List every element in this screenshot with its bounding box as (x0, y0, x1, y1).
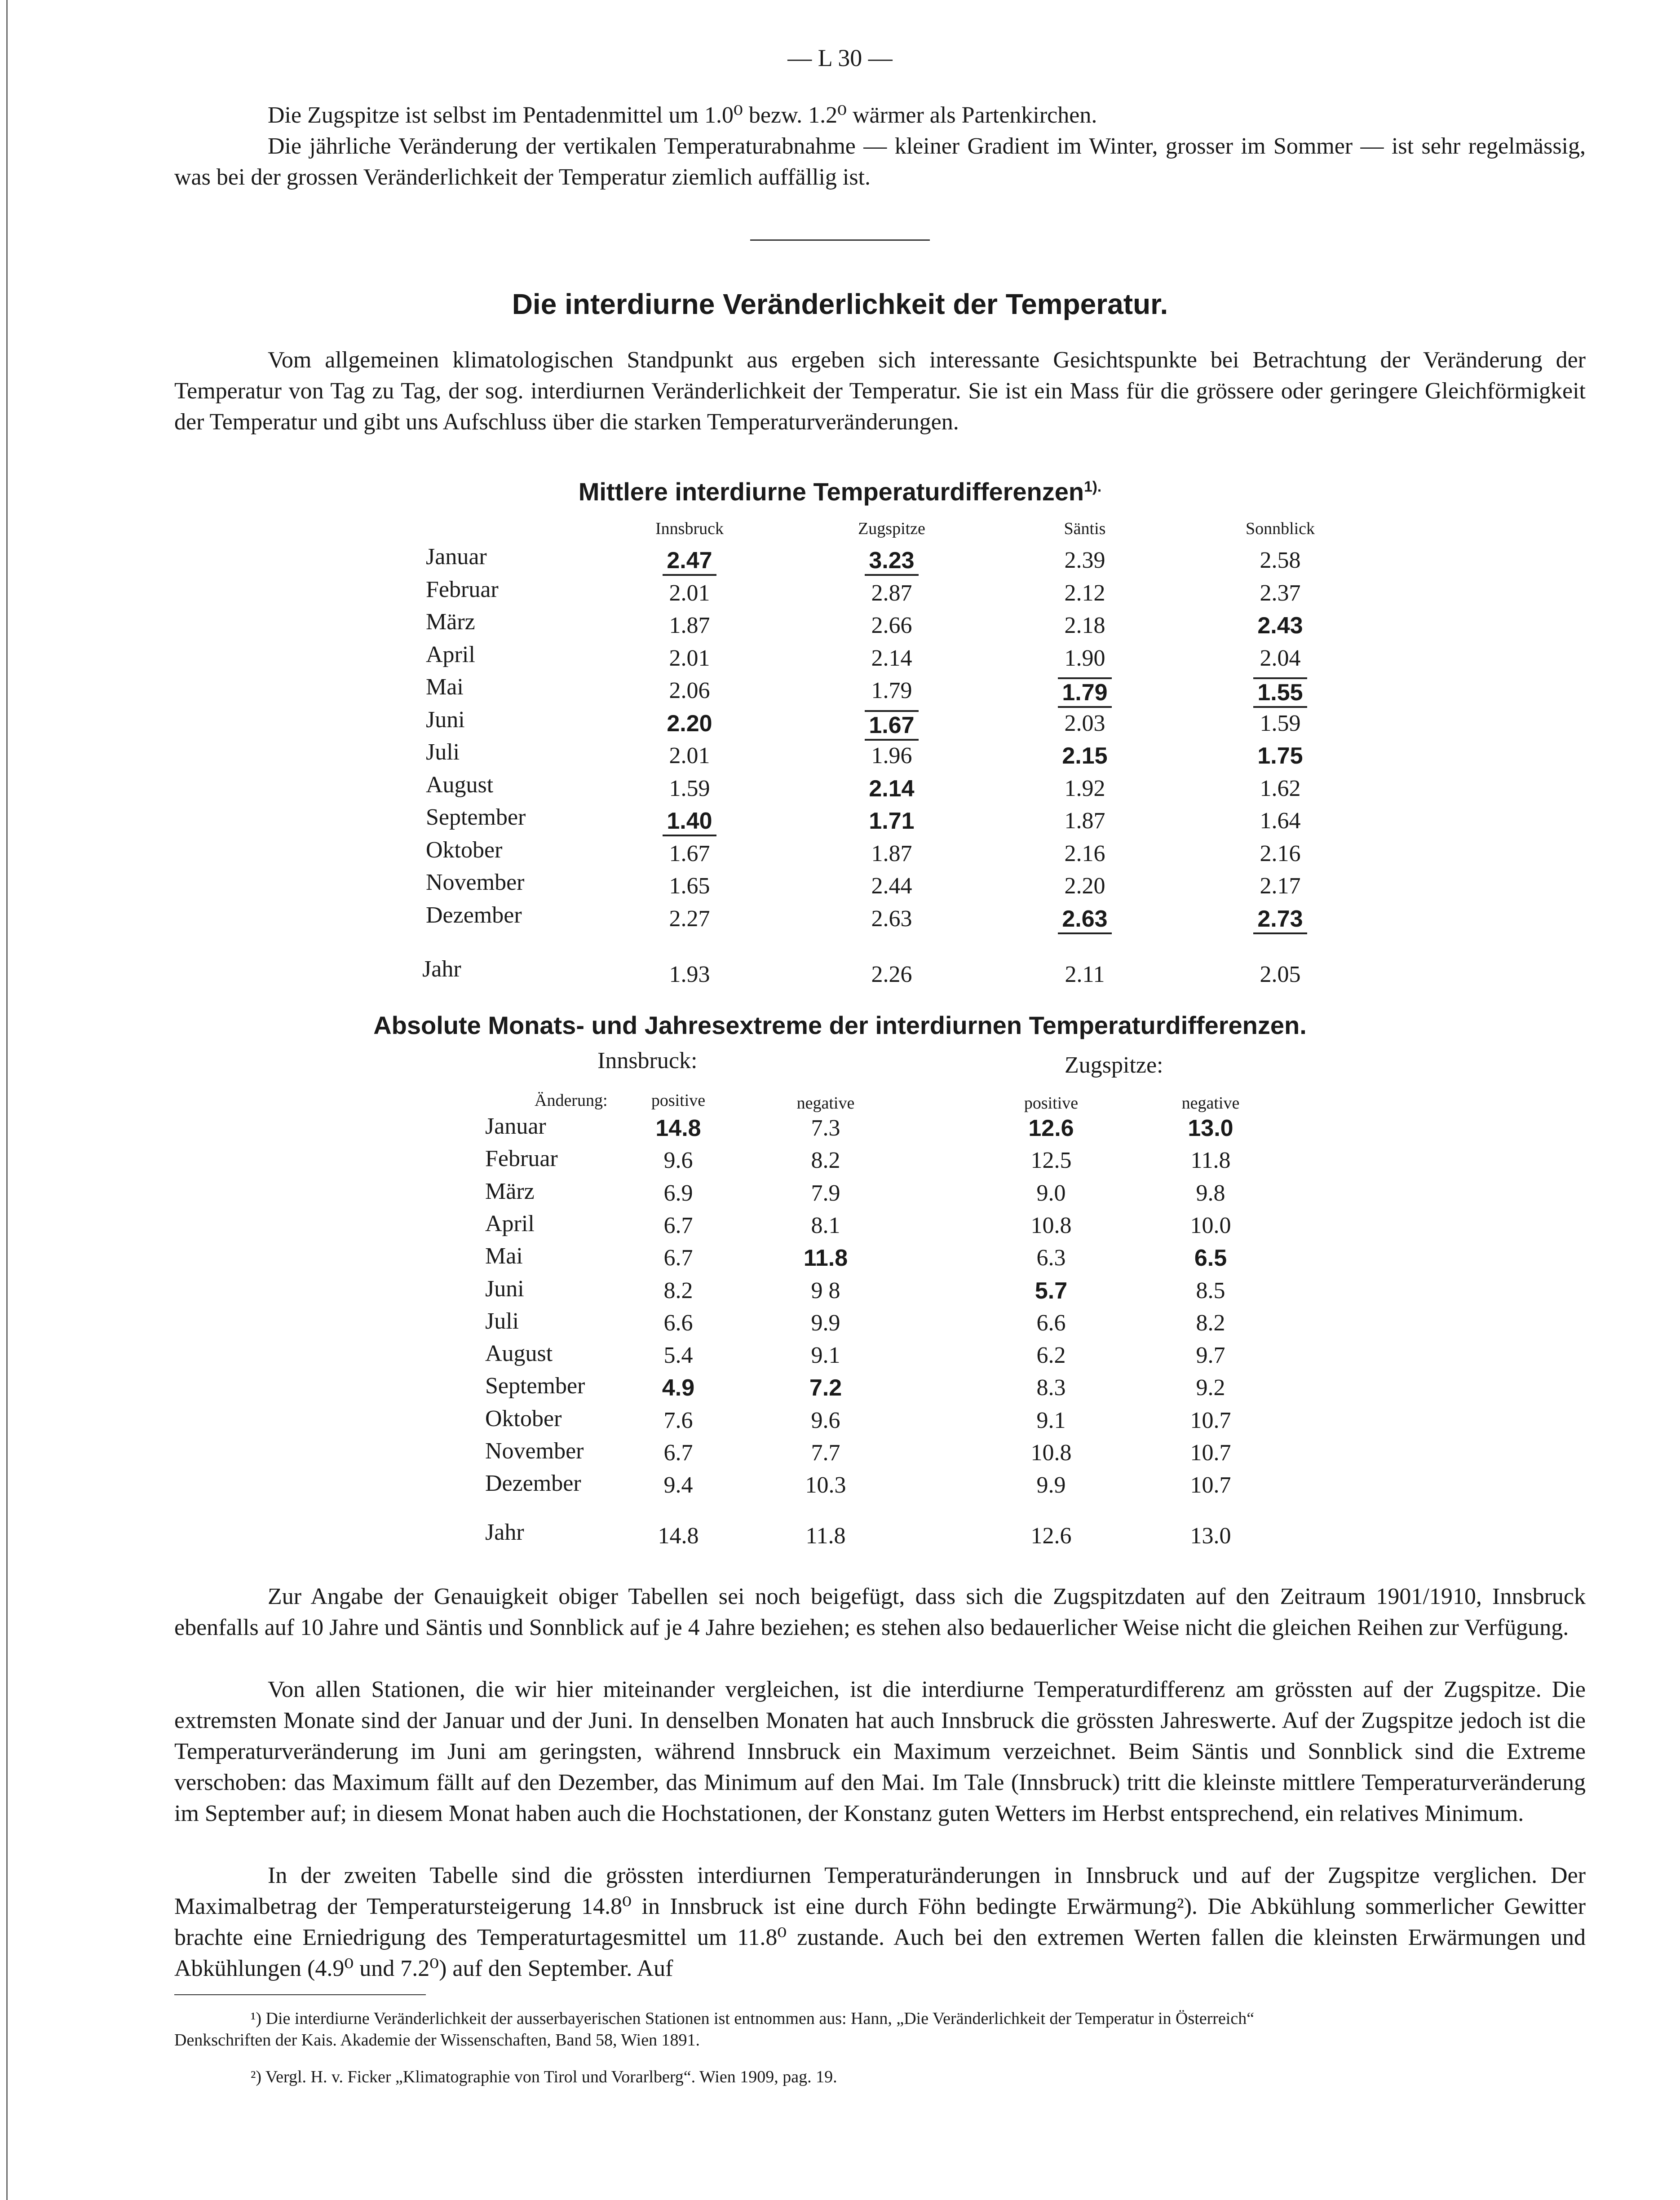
table2-cell: 13.0 (1188, 1115, 1233, 1141)
table1-row-label: Januar (426, 544, 487, 570)
table2-row-label: Juli (485, 1308, 519, 1334)
table1-cell: 1.90 (1064, 645, 1105, 671)
table1-row-label: November (426, 870, 525, 895)
table2-cell: 7.2 (809, 1375, 842, 1401)
table1-cell: 2.16 (1064, 840, 1105, 866)
table1-year-cell: 2.05 (1260, 962, 1301, 987)
intro-line-1: Die Zugspitze ist selbst im Pentadenmittel um 1.0⁰ bezw. 1.2⁰ wärmer als Partenkirchen. (268, 102, 1097, 128)
table1-cell: 2.01 (669, 645, 710, 671)
table2-cell: 6.7 (663, 1245, 693, 1271)
table2-row-label: November (485, 1438, 584, 1464)
table2-year-cell: 11.8 (805, 1523, 846, 1549)
table1-row-label: Juni (426, 707, 465, 733)
table2-year-label: Jahr (485, 1520, 524, 1545)
table1-title (0, 477, 1680, 506)
intro-paragraph: Die jährliche Veränderung der vertikalen Temperaturabnahme — kleiner Gradient im Winter, grosser im Sommer — ist sehr regelmässig, was bei der grossen Veränderlichkeit der Temperatur ziemlich auffällig ist. (174, 133, 1586, 190)
table2-cell: 8.2 (663, 1277, 693, 1303)
table1-cell: 2.66 (871, 613, 912, 638)
table1-cell: 2.87 (871, 580, 912, 606)
table2-inn-positive: positive (651, 1091, 706, 1110)
table2-cell: 9.7 (1196, 1343, 1225, 1369)
table1-cell: 2.63 (871, 906, 912, 932)
table1-row-label: April (426, 641, 475, 667)
table2-row-label: Januar (485, 1113, 546, 1139)
table1-row-label: Dezember (426, 902, 522, 928)
table1-cell: 1.79 (1058, 677, 1112, 708)
table2-cell: 7.3 (811, 1115, 840, 1141)
table1-cell: 2.27 (669, 906, 710, 932)
table2-year-cell: 12.6 (1030, 1523, 1072, 1549)
table2-year-cell: 14.8 (658, 1523, 699, 1549)
table1-cell: 2.01 (669, 743, 710, 769)
table2-cell: 4.9 (662, 1375, 695, 1401)
table2-row-label: Juni (485, 1276, 524, 1302)
table1-cell: 1.64 (1260, 808, 1301, 834)
table1-cell: 2.47 (663, 547, 716, 576)
table1-title-text: Mittlere interdiurne Temperaturdifferenzen (578, 477, 1084, 506)
table1-cell: 2.12 (1064, 580, 1105, 606)
table2-cell: 9.9 (1036, 1472, 1066, 1498)
table1-cell: 1.75 (1257, 743, 1303, 769)
table1-cell: 2.16 (1260, 840, 1301, 866)
table1-cell: 1.67 (865, 710, 919, 741)
table2-cell: 10.3 (805, 1472, 846, 1498)
table1-year-label: Jahr (422, 956, 461, 982)
table1-cell: 1.87 (871, 840, 912, 866)
table1-col-header: Zugspitze (858, 519, 925, 538)
table2-cell: 10.8 (1030, 1212, 1072, 1238)
table1-row-label: März (426, 609, 475, 635)
section-title: Die interdiurne Veränderlichkeit der Temperatur. (512, 288, 1168, 320)
table2-cell: 6.6 (1036, 1310, 1066, 1336)
table2-cell: 7.7 (811, 1440, 840, 1466)
section-intro-paragraph: Vom allgemeinen klimatologischen Standpunkt aus ergeben sich interessante Gesichtspunkte bei Betrachtung der Veränderung der Temperatur von Tag zu Tag, der sog. interdiurnen Veränderlichkeit der Temperatur. Sie ist ein Mass für die grössere oder geringere Gleichförmigkeit der Temperatur und gibt uns Aufschluss über die starken Temperaturveränderungen. (174, 347, 1586, 435)
table1-col-header: Säntis (1064, 519, 1106, 538)
table1-cell: 2.39 (1064, 548, 1105, 573)
table2-cell: 14.8 (655, 1115, 701, 1141)
table1-col-header: Innsbruck (655, 519, 724, 538)
body-paragraph-3: In der zweiten Tabelle sind die grössten interdiurnen Temperaturänderungen in Innsbruck und auf der Zugspitze verglichen. Der Maximalbetrag der Temperatursteigerung 14.8⁰ in Innsbruck ist eine durch Föhn bedingte Erwärmung²). Die Abkühlung sommerlicher Gewitter brachte eine Erniedrigung des Temperaturtagesmittel um 11.8⁰ zustande. Auch bei den extremen Werten fallen die kleinsten Erwärmungen und Abkühlungen (4.9⁰ und 7.2⁰) auf den September. Auf (174, 1863, 1586, 1981)
table2-cell: 9.6 (811, 1407, 840, 1433)
table1-cell: 1.59 (669, 775, 710, 801)
table1-col-header: Sonnblick (1245, 519, 1315, 538)
table2-row-label: April (485, 1210, 535, 1237)
table1-cell: 2.18 (1064, 613, 1105, 638)
table2-cell: 9.9 (811, 1310, 840, 1336)
table1-year-cell: 1.93 (669, 962, 710, 987)
table2-inn-negative: negative (796, 1094, 855, 1113)
table2-zug-positive: positive (1024, 1094, 1079, 1113)
table1-cell: 2.01 (669, 580, 710, 606)
table2-row-label: März (485, 1178, 535, 1204)
table1-row-label: August (426, 772, 494, 798)
table1-row-label: Februar (426, 576, 499, 602)
table1-cell: 2.14 (871, 645, 912, 671)
table2-group-innsbruck: Innsbruck: (597, 1048, 698, 1073)
table1-cell: 2.17 (1260, 873, 1301, 899)
table2-cell: 8.2 (1196, 1310, 1225, 1336)
section-divider (750, 239, 930, 241)
table1-cell: 2.20 (1064, 873, 1105, 899)
table1-title-footnote: 1). (1084, 478, 1102, 495)
table2-cell: 5.4 (663, 1343, 693, 1369)
table2-cell: 8.5 (1196, 1277, 1225, 1303)
table1-cell: 2.14 (869, 775, 915, 802)
table2-cell: 8.3 (1036, 1375, 1066, 1401)
table2-cell: 9.2 (1196, 1375, 1225, 1401)
table2-cell: 9.4 (663, 1472, 693, 1498)
table1-cell: 2.06 (669, 678, 710, 703)
table2-cell: 9.1 (1036, 1407, 1066, 1433)
table1-cell: 1.65 (669, 873, 710, 899)
table2-cell: 6.2 (1036, 1343, 1066, 1369)
table1-cell: 2.04 (1260, 645, 1301, 671)
table1-cell: 1.96 (871, 743, 912, 769)
table2-cell: 8.1 (811, 1212, 840, 1238)
table1-cell: 1.71 (869, 808, 915, 834)
table2-cell: 9 8 (811, 1277, 840, 1303)
table2-group-zugspitze: Zugspitze: (1065, 1052, 1163, 1078)
table2-row-label: Oktober (485, 1405, 562, 1431)
table2-cell: 12.6 (1028, 1115, 1074, 1141)
body-paragraph-2: Von allen Stationen, die wir hier miteinander vergleichen, ist die interdiurne Temperaturdifferenz am grössten auf der Zugspitze. Die extremsten Monate sind der Januar und der Juni. In denselben Monaten hat auch Innsbruck die grössten Jahreswerte. Auf der Zugspitze jedoch ist die Temperaturveränderung im Juni am geringsten, während Innsbruck ein Maximum verzeichnet. Beim Säntis und Sonnblick sind die Extreme verschoben: das Maximum fällt auf den Dezember, das Minimum auf den Mai. Im Tale (Innsbruck) tritt die kleinste mittlere Temperaturveränderung im September auf; in diesem Monat haben auch die Hochstationen, der Konstanz guten Wetters im Herbst entsprechend, ein relatives Minimum. (174, 1677, 1586, 1826)
table2-cell: 9.0 (1036, 1180, 1066, 1206)
table2-cell: 8.2 (811, 1148, 840, 1174)
table1-row-label: Oktober (426, 837, 503, 863)
table1-cell: 1.59 (1260, 710, 1301, 736)
table1-row-label: September (426, 804, 526, 830)
footnote-1 (174, 2008, 1586, 2029)
table2-cell: 6.5 (1194, 1245, 1227, 1272)
table2-cell: 6.6 (663, 1310, 693, 1336)
table1-cell: 1.67 (669, 840, 710, 866)
table1-cell: 2.58 (1260, 548, 1301, 573)
table1-cell: 1.79 (871, 678, 912, 703)
table2-cell: 11.8 (1190, 1148, 1231, 1174)
table1-cell: 2.63 (1058, 906, 1112, 934)
table2-row-label: August (485, 1341, 553, 1367)
table2-row-label: Februar (485, 1146, 558, 1172)
table2-cell: 7.6 (663, 1407, 693, 1433)
table1-cell: 1.62 (1260, 775, 1301, 801)
table1-cell: 1.55 (1253, 677, 1307, 708)
table2-title: Absolute Monats- und Jahresextreme der interdiurnen Temperaturdifferenzen. (373, 1011, 1307, 1039)
table1-cell: 1.87 (669, 613, 710, 638)
table2-cell: 10.8 (1030, 1440, 1072, 1466)
table2-cell: 10.7 (1190, 1440, 1231, 1466)
table2-zug-negative: negative (1181, 1094, 1240, 1113)
table1-year-cell: 2.11 (1065, 962, 1105, 987)
footnote-divider (174, 1994, 426, 1995)
scan-edge (6, 0, 8, 2200)
table2-row-label: September (485, 1373, 585, 1399)
table2-cell: 7.9 (811, 1180, 840, 1206)
table2-change-label: Änderung: (535, 1091, 608, 1110)
body-paragraph-1: Zur Angabe der Genauigkeit obiger Tabellen sei noch beigefügt, dass sich die Zugspitzdaten auf den Zeitraum 1901/1910, Innsbruck ebenfalls auf 10 Jahre und Säntis und Sonnblick auf je 4 Jahre beziehen; es stehen also bedauerlicher Weise nicht die gleichen Reihen zur Verfügung. (174, 1584, 1586, 1640)
table1-cell: 2.20 (667, 710, 712, 737)
table1-cell: 2.37 (1260, 580, 1301, 606)
table1-cell: 2.73 (1253, 906, 1307, 934)
table1-cell: 2.03 (1064, 710, 1105, 736)
table1-cell: 1.92 (1064, 775, 1105, 801)
footnote-1-line-2: Denkschriften der Kais. Akademie der Wissenschaften, Band 58, Wien 1891. (174, 2031, 700, 2050)
table2-cell: 12.5 (1030, 1148, 1072, 1174)
table2-row-label: Mai (485, 1243, 523, 1269)
table2-cell: 11.8 (803, 1245, 848, 1272)
table1-cell: 3.23 (865, 547, 919, 576)
table1-cell: 1.87 (1064, 808, 1105, 834)
table2-cell: 10.0 (1190, 1212, 1231, 1238)
table2-cell: 6.3 (1036, 1245, 1066, 1271)
table1-year-cell: 2.26 (871, 962, 912, 987)
table2-cell: 10.7 (1190, 1472, 1231, 1498)
table1-cell: 2.44 (871, 873, 912, 899)
footnote-2-text: Vergl. H. v. Ficker „Klimatographie von Tirol und Vorarlberg“. Wien 1909, pag. 19. (265, 2067, 837, 2086)
table2-cell: 6.7 (663, 1440, 693, 1466)
table1-cell: 2.15 (1062, 743, 1108, 769)
table2-cell: 9.6 (663, 1148, 693, 1174)
table2-cell: 6.7 (663, 1212, 693, 1238)
table1-row-label: Juli (426, 739, 460, 765)
table2-cell: 9.8 (1196, 1180, 1225, 1206)
table2-cell: 5.7 (1035, 1277, 1068, 1304)
table2-row-label: Dezember (485, 1471, 581, 1497)
table1-cell: 2.43 (1257, 613, 1303, 639)
table2-cell: 10.7 (1190, 1407, 1231, 1433)
page-number: — L 30 — (787, 44, 893, 71)
table1-cell: 1.40 (663, 808, 716, 836)
footnote-1-line-1: Die interdiurne Veränderlichkeit der ausserbayerischen Stationen ist entnommen aus: Hann, „Die Veränderlichkeit der Temperatur in Österreich“ (265, 2009, 1255, 2028)
table2-year-cell: 13.0 (1190, 1523, 1231, 1549)
footnote-2 (174, 2066, 1586, 2088)
footnote-1-mark: ¹) (251, 2009, 262, 2028)
table2-cell: 6.9 (663, 1180, 693, 1206)
table2-cell: 9.1 (811, 1343, 840, 1369)
footnote-2-mark: ²) (251, 2067, 262, 2086)
table1-row-label: Mai (426, 674, 464, 700)
